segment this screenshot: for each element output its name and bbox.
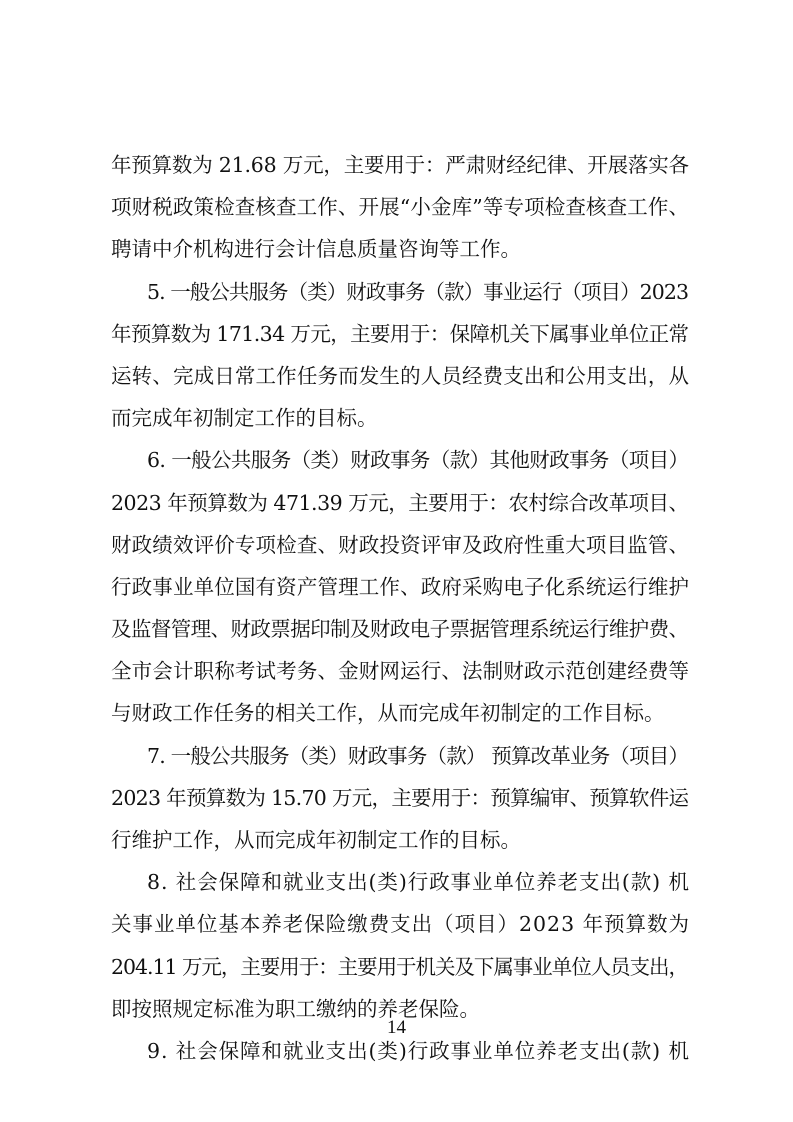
text-line: 5. 一般公共服务（类）财政事务（款）事业运行（项目）2023 <box>147 279 689 304</box>
text-line: 与财政工作任务的相关工作，从而完成年初制定的工作目标。 <box>111 701 665 726</box>
text-line: 年预算数为 171.34 万元，主要用于：保障机关下属事业单位正常 <box>111 321 689 346</box>
body-text <box>111 144 689 1072</box>
text-line: 行维护工作，从而完成年初制定工作的目标。 <box>111 828 521 852</box>
text-line: 而完成年初制定工作的目标。 <box>111 406 378 431</box>
text-line: 8. 社会保障和就业支出(类)行政事业单位养老支出(款) 机 <box>147 870 690 895</box>
text-line: 9. 社会保障和就业支出(类)行政事业单位养老支出(款) 机 <box>147 1038 690 1063</box>
text-line: 全市会计职称考试考务、金财网运行、法制财政示范创建经费等 <box>111 659 690 684</box>
text-line: 财政绩效评价专项检查、财政投资评审及政府性重大项目监管、 <box>111 532 690 557</box>
text-line: 2023 年预算数为 15.70 万元，主要用于：预算编审、预算软件运 <box>111 785 689 810</box>
text-line: 行政事业单位国有资产管理工作、政府采购电子化系统运行维护 <box>111 574 690 599</box>
page-number: 14 <box>387 1017 406 1038</box>
text-line: 7. 一般公共服务（类）财政事务（款） 预算改革业务（项目） <box>147 743 689 768</box>
text-line: 204.11 万元，主要用于：主要用于机关及下属事业单位人员支出， <box>111 954 688 979</box>
text-line: 聘请中介机构进行会计信息质量咨询等工作。 <box>111 237 521 262</box>
text-line: 及监督管理、财政票据印制及财政电子票据管理系统运行维护费、 <box>111 617 689 642</box>
text-line: 项财税政策检查核查工作、开展“小金库”等专项检查核查工作、 <box>111 195 690 220</box>
text-line: 6. 一般公共服务（类）财政事务（款）其他财政事务（项目） <box>147 448 689 473</box>
text-line: 运转、完成日常工作任务而发生的人员经费支出和公用支出，从 <box>111 363 690 388</box>
text-line: 2023 年预算数为 471.39 万元，主要用于：农村综合改革项目、 <box>111 490 689 515</box>
text-line: 即按照规定标准为职工缴纳的养老保险。 <box>111 996 480 1021</box>
text-line: 年预算数为 21.68 万元，主要用于：严肃财经纪律、开展落实各 <box>111 153 689 177</box>
text-line: 关事业单位基本养老保险缴费支出（项目）2023 年预算数为 <box>111 912 690 937</box>
